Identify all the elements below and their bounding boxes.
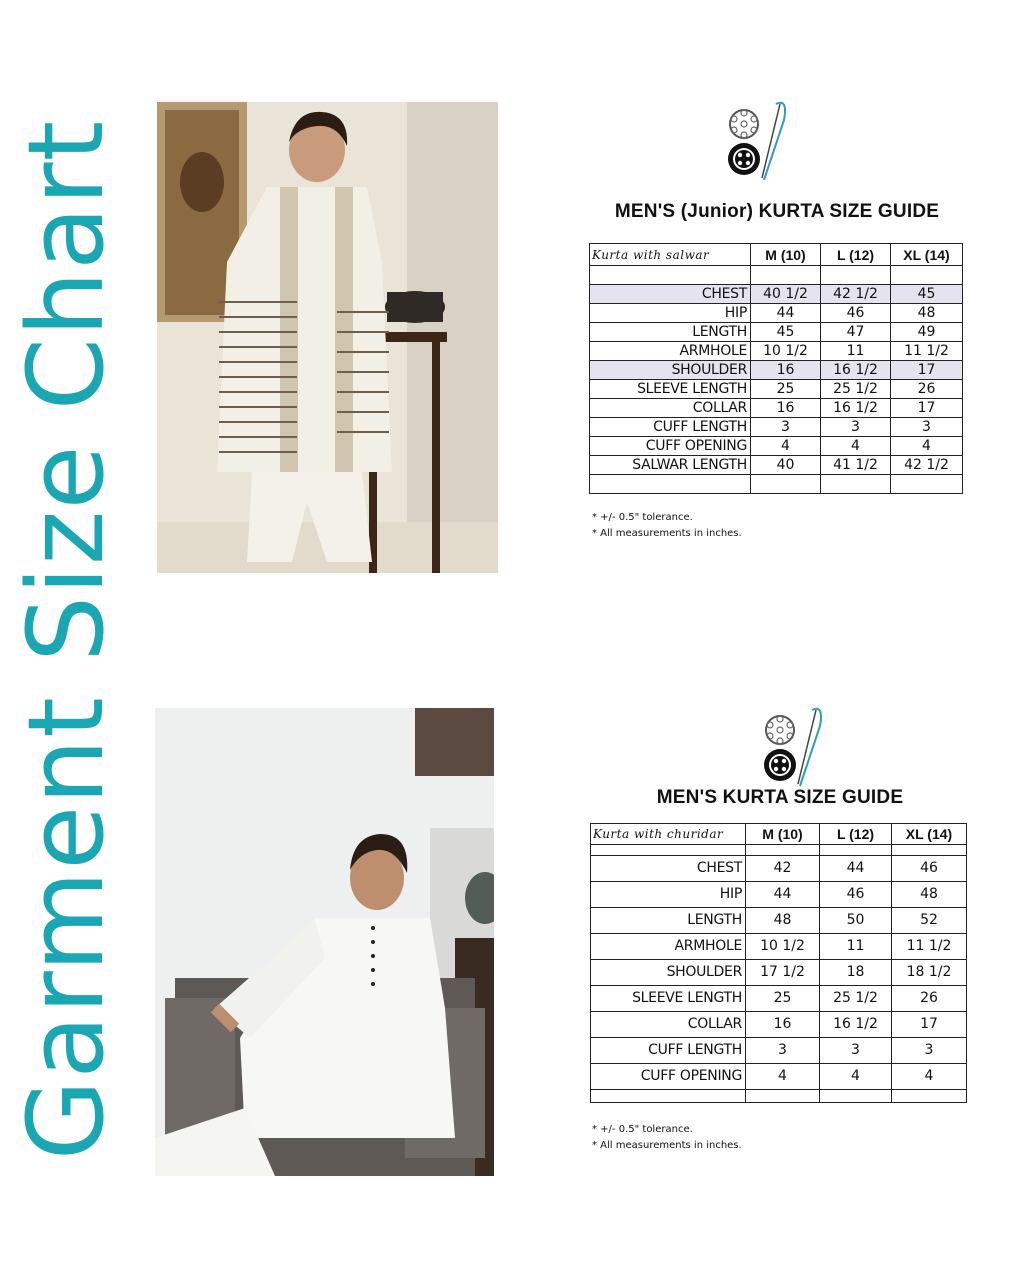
spacer-row (590, 266, 963, 285)
table-row (591, 1064, 967, 1090)
guide-title-junior: MEN'S (Junior) KURTA SIZE GUIDE (614, 201, 940, 222)
cell: 16 1/2 (821, 361, 891, 380)
cell: 4 (751, 437, 821, 456)
cell: 52 (892, 908, 967, 934)
notes-junior (592, 510, 842, 542)
cell: 40 (751, 456, 821, 475)
spacer-row (590, 475, 963, 494)
table-row (591, 934, 967, 960)
cell: 4 (891, 437, 963, 456)
cell: 16 1/2 (821, 399, 891, 418)
cell: 25 (746, 986, 820, 1012)
note-units: * All measurements in inches. (592, 528, 742, 539)
row-label: CHEST (590, 285, 751, 304)
cell: 46 (892, 856, 967, 882)
model-photo-seated (155, 708, 494, 1176)
cell: 44 (746, 882, 820, 908)
cell: 41 1/2 (821, 456, 891, 475)
table-row (590, 437, 963, 456)
table-row (591, 908, 967, 934)
cell: 10 1/2 (751, 342, 821, 361)
column-header: L (12) (821, 244, 891, 266)
row-label: CHEST (591, 856, 746, 882)
row-label: HIP (591, 882, 746, 908)
table-corner-label: Kurta with churidar (591, 824, 746, 845)
table-row (591, 1012, 967, 1038)
cell: 45 (891, 285, 963, 304)
cell: 25 1/2 (821, 380, 891, 399)
row-label: CUFF LENGTH (591, 1038, 746, 1064)
cell: 42 (746, 856, 820, 882)
row-label: ARMHOLE (591, 934, 746, 960)
cell: 44 (751, 304, 821, 323)
cell: 50 (820, 908, 892, 934)
cell: 17 1/2 (746, 960, 820, 986)
row-label: COLLAR (591, 1012, 746, 1038)
cell: 16 1/2 (820, 1012, 892, 1038)
table-row (590, 399, 963, 418)
table-row (591, 960, 967, 986)
row-label: SALWAR LENGTH (590, 456, 751, 475)
size-table-adult (590, 823, 967, 1103)
cell: 4 (821, 437, 891, 456)
cell: 42 1/2 (821, 285, 891, 304)
column-header: M (10) (746, 824, 820, 845)
cell: 16 (746, 1012, 820, 1038)
cell: 17 (892, 1012, 967, 1038)
table-row (591, 1038, 967, 1064)
cell: 11 1/2 (891, 342, 963, 361)
cell: 3 (892, 1038, 967, 1064)
table-row (590, 361, 963, 380)
cell: 26 (891, 380, 963, 399)
table-row (590, 342, 963, 361)
cell: 16 (751, 361, 821, 380)
cell: 25 (751, 380, 821, 399)
table-row (591, 856, 967, 882)
guide-title-adult: MEN'S KURTA SIZE GUIDE (656, 787, 904, 808)
table-row (590, 418, 963, 437)
row-label: LENGTH (591, 908, 746, 934)
cell: 3 (821, 418, 891, 437)
row-label: LENGTH (590, 323, 751, 342)
row-label: CUFF OPENING (591, 1064, 746, 1090)
row-label: CUFF LENGTH (590, 418, 751, 437)
cell: 4 (892, 1064, 967, 1090)
row-label: HIP (590, 304, 751, 323)
row-label: ARMHOLE (590, 342, 751, 361)
table-corner-label: Kurta with salwar (590, 244, 751, 266)
cell: 17 (891, 399, 963, 418)
cell: 44 (820, 856, 892, 882)
cell: 11 1/2 (892, 934, 967, 960)
row-label: COLLAR (590, 399, 751, 418)
spacer-row (591, 845, 967, 856)
page-title: Garment Size Chart (5, 119, 127, 1161)
table-row (591, 986, 967, 1012)
button-needle-logo-icon (754, 706, 834, 790)
cell: 3 (746, 1038, 820, 1064)
notes-adult (592, 1122, 842, 1154)
table-row (590, 323, 963, 342)
cell: 4 (820, 1064, 892, 1090)
button-needle-logo-icon (718, 100, 798, 184)
column-header: XL (14) (891, 244, 963, 266)
cell: 3 (820, 1038, 892, 1064)
table-row (590, 285, 963, 304)
note-units: * All measurements in inches. (592, 1140, 742, 1151)
cell: 48 (892, 882, 967, 908)
cell: 46 (820, 882, 892, 908)
cell: 11 (820, 934, 892, 960)
cell: 45 (751, 323, 821, 342)
table-row (590, 380, 963, 399)
column-header: L (12) (820, 824, 892, 845)
cell: 25 1/2 (820, 986, 892, 1012)
note-tolerance: * +/- 0.5" tolerance. (592, 512, 693, 523)
cell: 11 (821, 342, 891, 361)
cell: 42 1/2 (891, 456, 963, 475)
spacer-row (591, 1090, 967, 1103)
table-row (590, 304, 963, 323)
size-table-junior (589, 243, 963, 494)
cell: 26 (892, 986, 967, 1012)
cell: 48 (891, 304, 963, 323)
column-header: XL (14) (892, 824, 967, 845)
cell: 10 1/2 (746, 934, 820, 960)
cell: 18 (820, 960, 892, 986)
cell: 3 (891, 418, 963, 437)
row-label: SLEEVE LENGTH (590, 380, 751, 399)
cell: 40 1/2 (751, 285, 821, 304)
column-header: M (10) (751, 244, 821, 266)
row-label: SHOULDER (590, 361, 751, 380)
row-label: SLEEVE LENGTH (591, 986, 746, 1012)
cell: 48 (746, 908, 820, 934)
cell: 17 (891, 361, 963, 380)
table-row (590, 456, 963, 475)
cell: 47 (821, 323, 891, 342)
model-photo-standing (157, 102, 498, 573)
cell: 4 (746, 1064, 820, 1090)
row-label: SHOULDER (591, 960, 746, 986)
note-tolerance: * +/- 0.5" tolerance. (592, 1124, 693, 1135)
cell: 18 1/2 (892, 960, 967, 986)
cell: 46 (821, 304, 891, 323)
cell: 49 (891, 323, 963, 342)
table-row (591, 882, 967, 908)
row-label: CUFF OPENING (590, 437, 751, 456)
cell: 3 (751, 418, 821, 437)
cell: 16 (751, 399, 821, 418)
